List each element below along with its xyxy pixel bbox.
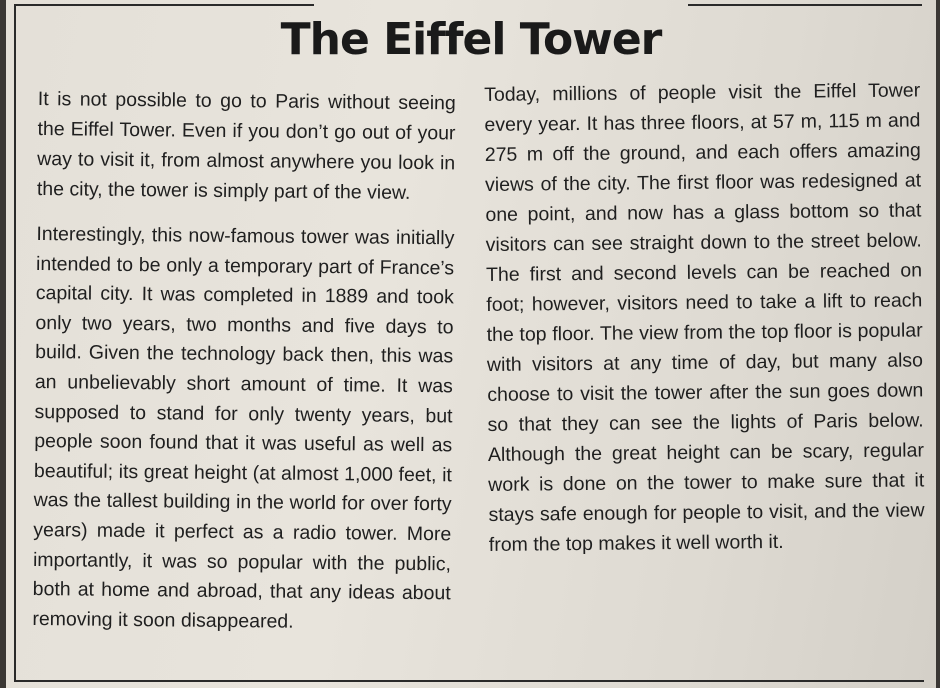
article-title: The Eiffel Tower [280, 14, 662, 65]
paragraph-history: Interestingly, this now-famous tower was initially intended to be only a temporary part of France’s capital city. It was completed in 1889 and took only two years, two months and five days to build. Given the technology back then, this was an unbelievably short amount of time. It was supposed to stand for only twenty years, but people soon found that it was useful as well as beautiful; its great height (at almost 1,000 feet, it was the tallest building in the world for over forty years) made it perfect as a radio tower. More importantly, it was so popular with the public, both at home and abroad, that any ideas about removing it soon disappeared. [32, 222, 455, 633]
book-page [6, 0, 936, 688]
paragraph-today: Today, millions of people visit the Eiffel Tower every year. It has three floors, at 57 m, 115 m and 275 m off the ground, and each offers amazing views of the city. The first floor was redesigned at one point, and now has a glass bottom so that visitors can see straight down to the street below. The first and second levels can be reached on foot; however, visitors need to take a lift to reach the top floor. The view from the top floor is popular with visitors at any time of day, but many also choose to visit the tower after the sun goes down so that they can see the lights of Paris below. Although the great height can be scary, regular work is done on the tower to make sure that it stays safe enough for people to visit, and the view from the top makes it well worth it. [484, 79, 925, 556]
left-column [32, 84, 456, 639]
right-column [484, 75, 925, 560]
text-box-border-top-right [688, 4, 922, 6]
text-box-border-top-left [14, 4, 314, 6]
paragraph-intro: It is not possible to go to Paris without seeing the Eiffel Tower. Even if you don’t go out of your way to visit it, from almost anywhere you look in the city, the tower is simply part of the view. [36, 87, 456, 204]
